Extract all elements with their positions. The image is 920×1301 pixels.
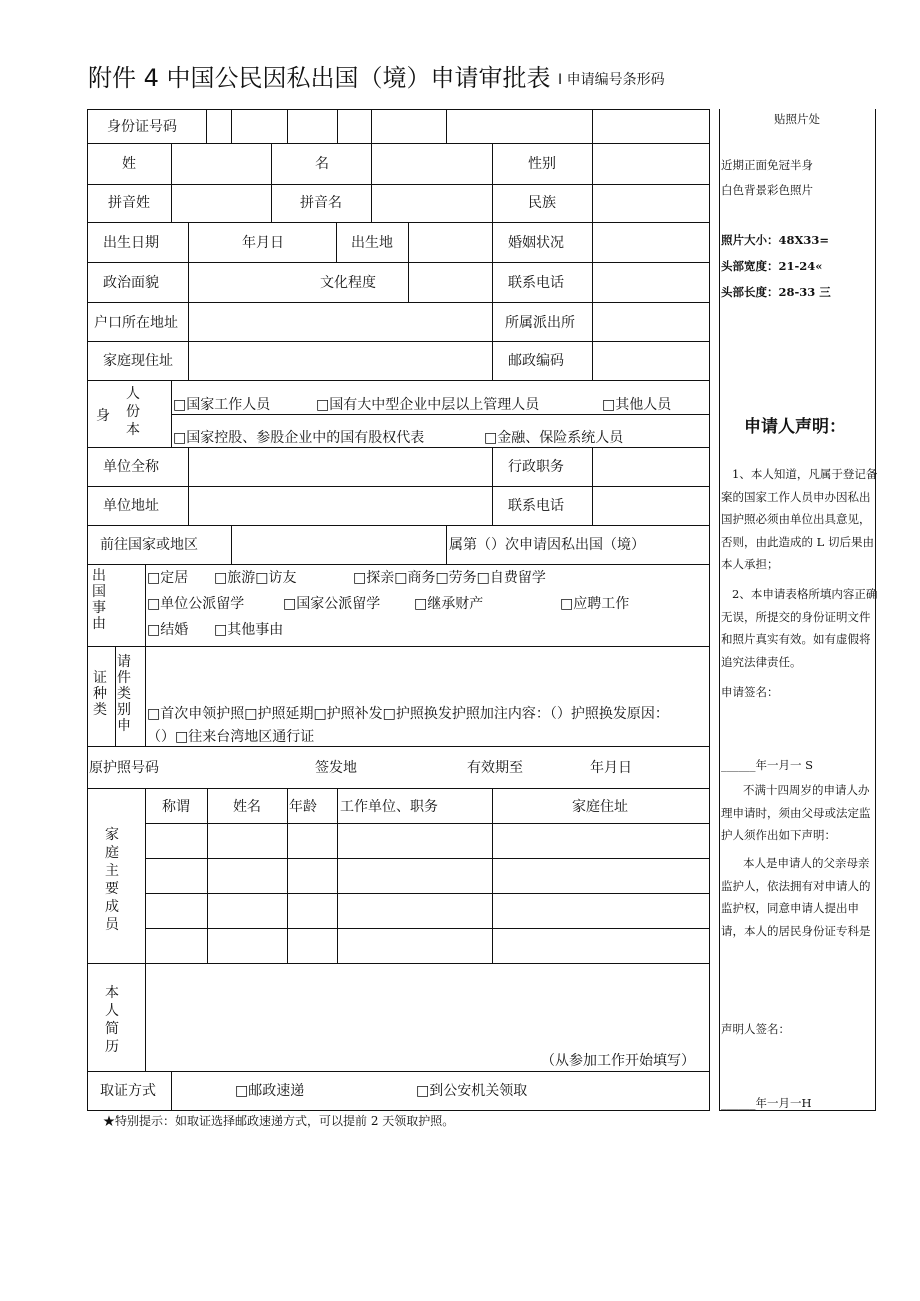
family-header-address: 家庭住址 (572, 799, 628, 815)
employer-address-label: 单位地址 (103, 498, 159, 514)
political-status-label: 政治面貌 (103, 275, 159, 291)
special-note: ★特别提示：如取证选择邮政速递方式，可以提前 2 天领取护照。 (103, 1114, 455, 1128)
head-length: 头部长度：28-33 三 (721, 285, 831, 299)
family-label: 家庭主要成员 (105, 827, 119, 933)
declarant-sign-date: ______年一月一H (721, 1096, 812, 1110)
reason-tour-visit[interactable]: □旅游□访友 (214, 570, 297, 586)
police-station-label: 所属派出所 (505, 315, 575, 331)
identity-option-state-official[interactable]: □国家工作人员 (173, 397, 271, 413)
phone-label: 联系电话 (508, 275, 564, 291)
family-header-relation: 称谓 (162, 799, 190, 815)
orig-passport-label: 原护照号码 (89, 760, 159, 776)
doc-type-label-b: 证种类 (93, 670, 107, 718)
identity-option-soe-manager[interactable]: □国有大中型企业中层以上管理人员 (316, 397, 540, 413)
family-header-employer: 工作单位、职务 (340, 799, 438, 815)
id-number-label: 身份证号码 (107, 119, 177, 135)
photo-place: 贴照片处 (774, 112, 820, 126)
issue-place-label: 签发地 (315, 760, 357, 776)
hukou-address-label: 户口所在地址 (94, 315, 178, 331)
minor-note: 不满十四周岁的申请人办理申请时，须由父母或法定监护人须作出如下声明： (721, 783, 871, 842)
birthplace-label: 出生地 (351, 235, 393, 251)
guardian-declaration: 本人是申请人的父亲母亲监护人，依法拥有对申请人的监护权，同意申请人提出申请，本人的居民身份证专科是 (721, 856, 871, 938)
ethnicity-label: 民族 (528, 195, 556, 211)
pickup-label: 取证方式 (100, 1083, 156, 1099)
reason-job[interactable]: □应聘工作 (560, 596, 630, 612)
doc-type-options-line1[interactable]: □首次申领护照□护照延期□护照补发□护照换发护照加注内容：（）护照换发原因： (147, 706, 669, 722)
identity-option-other[interactable]: □其他人员 (602, 397, 672, 413)
birth-date-value: 年月日 (242, 235, 284, 251)
birth-date-label: 出生日期 (103, 235, 159, 251)
reason-label: 出国事由 (92, 568, 106, 632)
education-label: 文化程度 (320, 275, 376, 291)
resume-label: 本人简历 (105, 985, 119, 1055)
resume-note: （从参加工作开始填写） (541, 1053, 695, 1069)
reason-employer-study[interactable]: □单位公派留学 (147, 596, 245, 612)
photo-size: 照片大小：48X33= (721, 233, 830, 247)
given-name-label: 名 (315, 156, 329, 172)
applicant-sign-date: ______年一月一 S (721, 758, 814, 772)
reason-inheritance[interactable]: □继承财产 (414, 596, 484, 612)
home-address-label: 家庭现住址 (103, 353, 173, 369)
applicant-sign-label: 申请签名： (721, 685, 779, 699)
reason-other[interactable]: □其他事由 (214, 622, 284, 638)
declaration-title: 申请人声明： (744, 417, 846, 437)
declaration-1: 1、本人知道，凡属于登记备案的国家工作人员申办因私出国护照必须由单位出具意见，否则，由此造成的 L 切后果由本人承担； (721, 467, 878, 571)
identity-option-finance[interactable]: □金融、保险系统人员 (484, 430, 624, 446)
head-width: 头部宽度：21-24« (721, 259, 823, 273)
doc-type-options-line2[interactable]: （）□往来台湾地区通行证 (147, 729, 315, 745)
surname-label: 姓 (122, 156, 136, 172)
doc-type-label-a: 请件类别申 (117, 654, 131, 734)
pickup-post-option[interactable]: □邮政速递 (235, 1083, 305, 1099)
barcode-label: I 申请编号条形码 (558, 72, 665, 88)
form-title: 附件 4 中国公民因私出国（境）申请审批表 (88, 64, 551, 92)
reason-marriage[interactable]: □结婚 (147, 622, 189, 638)
valid-date: 年月日 (590, 760, 632, 776)
identity-label: 人 身 份 本 (96, 386, 140, 438)
postcode-label: 邮政编码 (508, 353, 564, 369)
pinyin-surname-label: 拼音姓 (108, 195, 150, 211)
pinyin-given-label: 拼音名 (300, 195, 342, 211)
application-times: 属第（）次申请因私出国（境） (449, 537, 645, 553)
destination-label: 前往国家或地区 (100, 537, 198, 553)
declarant-sign-label: 声明人签名： (721, 1022, 790, 1036)
reason-state-study[interactable]: □国家公派留学 (283, 596, 381, 612)
reason-settle[interactable]: □定居 (147, 570, 189, 586)
gender-label: 性别 (528, 156, 556, 172)
family-header-age: 年龄 (289, 799, 317, 815)
photo-req-2: 白色背景彩色照片 (721, 183, 813, 197)
admin-post-label: 行政职务 (508, 459, 564, 475)
pickup-office-option[interactable]: □到公安机关领取 (416, 1083, 528, 1099)
employer-label: 单位全称 (103, 459, 159, 475)
marital-status-label: 婚姻状况 (508, 235, 564, 251)
declaration-2: 2、本申请表格所填内容正确无误，所提交的身份证明文件和照片真实有效。如有虚假将追究法律责任。 (721, 587, 878, 669)
employer-phone-label: 联系电话 (508, 498, 564, 514)
identity-option-state-equity-rep[interactable]: □国家控股、参股企业中的国有股权代表 (173, 430, 425, 446)
photo-req-1: 近期正面免冠半身 (721, 158, 813, 172)
family-header-name: 姓名 (233, 799, 261, 815)
valid-until-label: 有效期至 (467, 760, 523, 776)
reason-family-business[interactable]: □探亲□商务□劳务□自费留学 (353, 570, 546, 586)
